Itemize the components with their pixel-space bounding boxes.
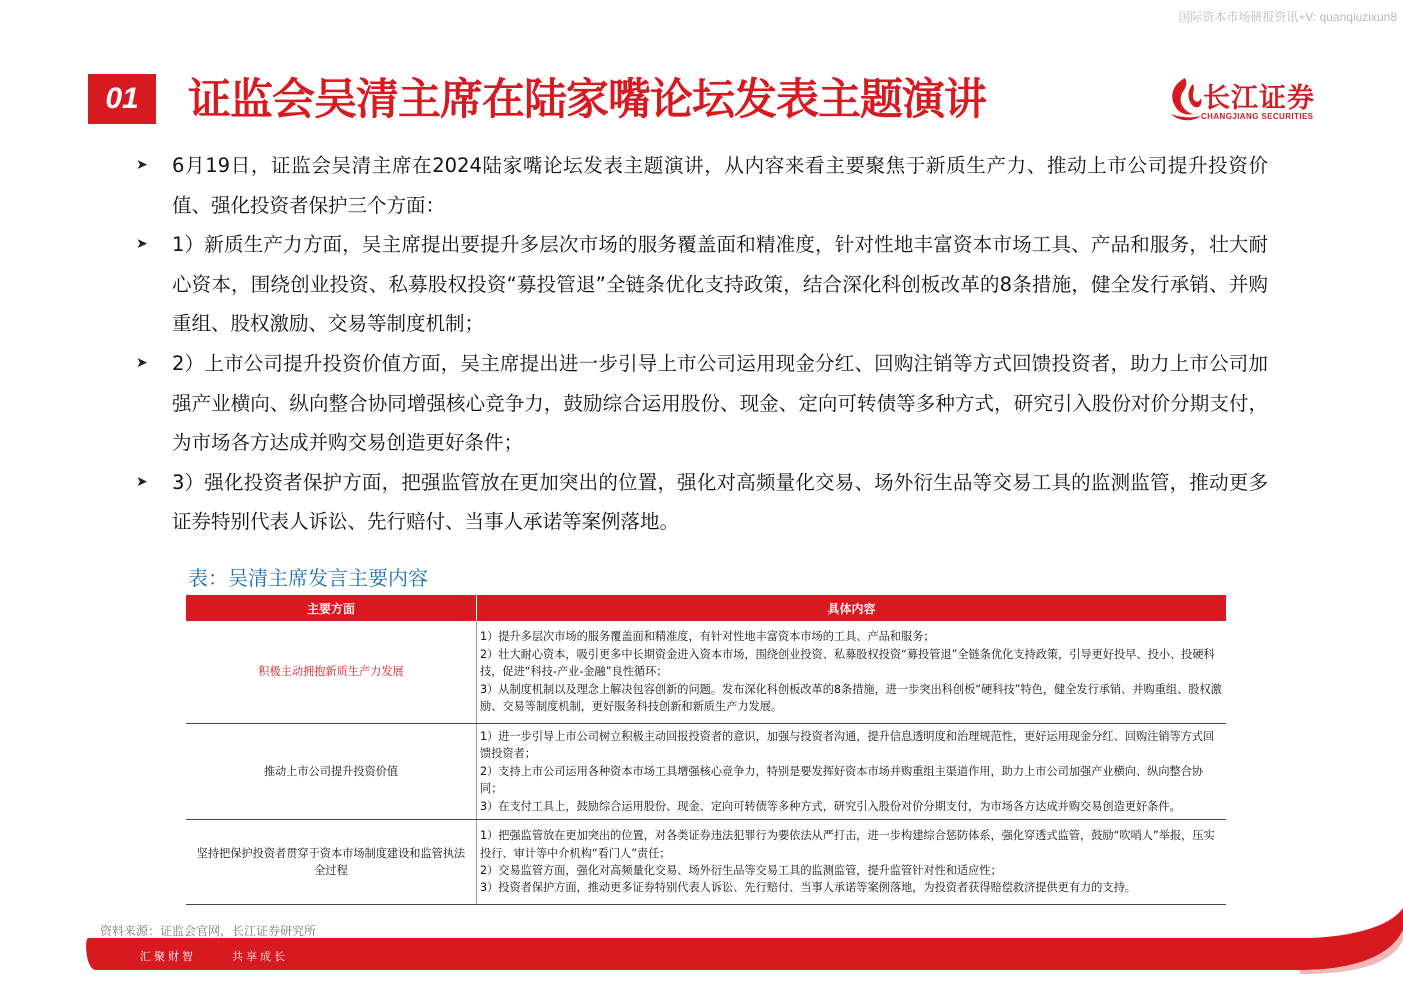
content-line: 3）在支付工具上，鼓励综合运用股份、现金、定向可转债等多种方式，研究引入股份对价分期支付，为市场各方达成并购交易创造更好条件。: [480, 799, 1181, 813]
content-line: 3）投资者保护方面，推动更多证券特别代表人诉讼、先行赔付、当事人承诺等案例落地，为投资者获得赔偿救济提供更有力的支持。: [480, 881, 1136, 895]
table-header-row: [186, 595, 1226, 621]
table-row: [186, 820, 1226, 905]
table-row: [186, 621, 1226, 724]
bullet-item: [136, 146, 1268, 225]
footer-slogan-right: 共享成长: [232, 950, 288, 963]
table-cell-content: [477, 820, 1227, 905]
table-header-content: 具体内容: [477, 595, 1227, 621]
arrow-bullet-icon: ➤: [136, 473, 148, 490]
table-header-aspect: 主要方面: [186, 595, 477, 621]
bullet-item: [136, 463, 1268, 542]
content-line: 1）把强监管放在更加突出的位置，对各类证券违法犯罪行为要依法从严打击，进一步构建综合惩防体系，强化穿透式监管，鼓励“吹哨人”举报，压实投行、审计等中介机构“看门人”责任；: [480, 829, 1215, 860]
slide-title: 证监会吴清主席在陆家嘴论坛发表主题演讲: [188, 75, 986, 125]
watermark-text: 国际资本市场研报资讯+V: quanqiuzixun8: [1178, 10, 1397, 24]
content-line: 3）从制度机制以及理念上解决包容创新的问题。发布深化科创板改革的8条措施，进一步突出科创板“硬科技”特色，健全发行承销、并购重组、股权激励、交易等制度机制，更好服务科技创新和新质生产力发展。: [480, 682, 1222, 714]
table-caption: 表：吴清主席发言主要内容: [188, 566, 428, 590]
table-cell-aspect: 推动上市公司提升投资价值: [186, 724, 477, 820]
content-line: 1）进一步引导上市公司树立积极主动回报投资者的意识，加强与投资者沟通，提升信息透明度和治理规范性，更好运用现金分红、回购注销等方式回馈投资者；: [480, 730, 1215, 761]
table-cell-content: [477, 724, 1227, 820]
footer-slogan-left: 汇聚财智: [140, 950, 196, 963]
content-line: 1）提升多层次市场的服务覆盖面和精准度，有针对性地丰富资本市场的工具、产品和服务；: [480, 630, 935, 644]
arrow-bullet-icon: ➤: [136, 157, 148, 173]
table-cell-content: [477, 621, 1227, 724]
logo-name: 长江证券: [1203, 83, 1315, 114]
bullet-text: 2）上市公司提升投资价值方面，吴主席提出进一步引导上市公司运用现金分红、回购注销等方式回馈投资者，助力上市公司加强产业横向、纵向整合协同增强核心竞争力，鼓励综合运用股份、现金、定向可转债等多种方式，研究引入股份对价分期支付，为市场各方达成并购交易创造更好条件；: [172, 351, 1268, 455]
section-number-badge: 01: [88, 74, 156, 124]
source-note: 资料来源：证监会官网，长江证券研究所: [100, 924, 317, 938]
footer-swoosh: [0, 900, 1403, 992]
bullet-item: [136, 225, 1268, 344]
table-cell-aspect: 坚持把保护投资者贯穿于资本市场制度建设和监管执法全过程: [186, 820, 477, 905]
bullet-text: 1）新质生产力方面，吴主席提出要提升多层次市场的服务覆盖面和精准度，针对性地丰富资本市场工具、产品和服务，壮大耐心资本，围绕创业投资、私募股权投资“募投管退”全链条优化支持政策，结合深化科创板改革的8条措施，健全发行承销、并购重组、股权激励、交易等制度机制；: [172, 233, 1268, 336]
slide-header: [88, 72, 1333, 128]
content-line: 2）壮大耐心资本，吸引更多中长期资金进入资本市场，围绕创业投资、私募股权投资“募投管退”全链条优化支持政策，引导更好投早、投小、投硬科技，促进“科技-产业-金融”良性循环；: [480, 647, 1215, 679]
table-cell-aspect: 积极主动拥抱新质生产力发展: [186, 621, 477, 724]
content-line: 2）支持上市公司运用各种资本市场工具增强核心竞争力，特别是要发挥好资本市场并购重组主渠道作用，助力上市公司加强产业横向、纵向整合协同；: [480, 764, 1204, 796]
speech-content-table: [186, 595, 1226, 905]
bullet-item: [136, 344, 1268, 463]
arrow-bullet-icon: ➤: [136, 236, 148, 253]
bullet-text: 6月19日，证监会吴清主席在2024陆家嘴论坛发表主题演讲，从内容来看主要聚焦于新质生产力、推动上市公司提升投资价值、强化投资者保护三个方面：: [172, 154, 1268, 217]
arrow-bullet-icon: ➤: [136, 354, 148, 371]
company-logo: [1163, 74, 1333, 126]
bullet-list: [136, 146, 1268, 542]
bullet-text: 3）强化投资者保护方面，把强监管放在更加突出的位置，强化对高频量化交易、场外衍生品等交易工具的监测监管，推动更多证券特别代表人诉讼、先行赔付、当事人承诺等案例落地。: [172, 470, 1268, 534]
logo-subtitle: CHANGJIANG SECURITIES: [1201, 112, 1314, 121]
table-row: [186, 724, 1226, 820]
content-line: 2）交易监管方面，强化对高频量化交易、场外衍生品等交易工具的监测监管，提升监管针对性和适应性；: [480, 864, 1002, 878]
